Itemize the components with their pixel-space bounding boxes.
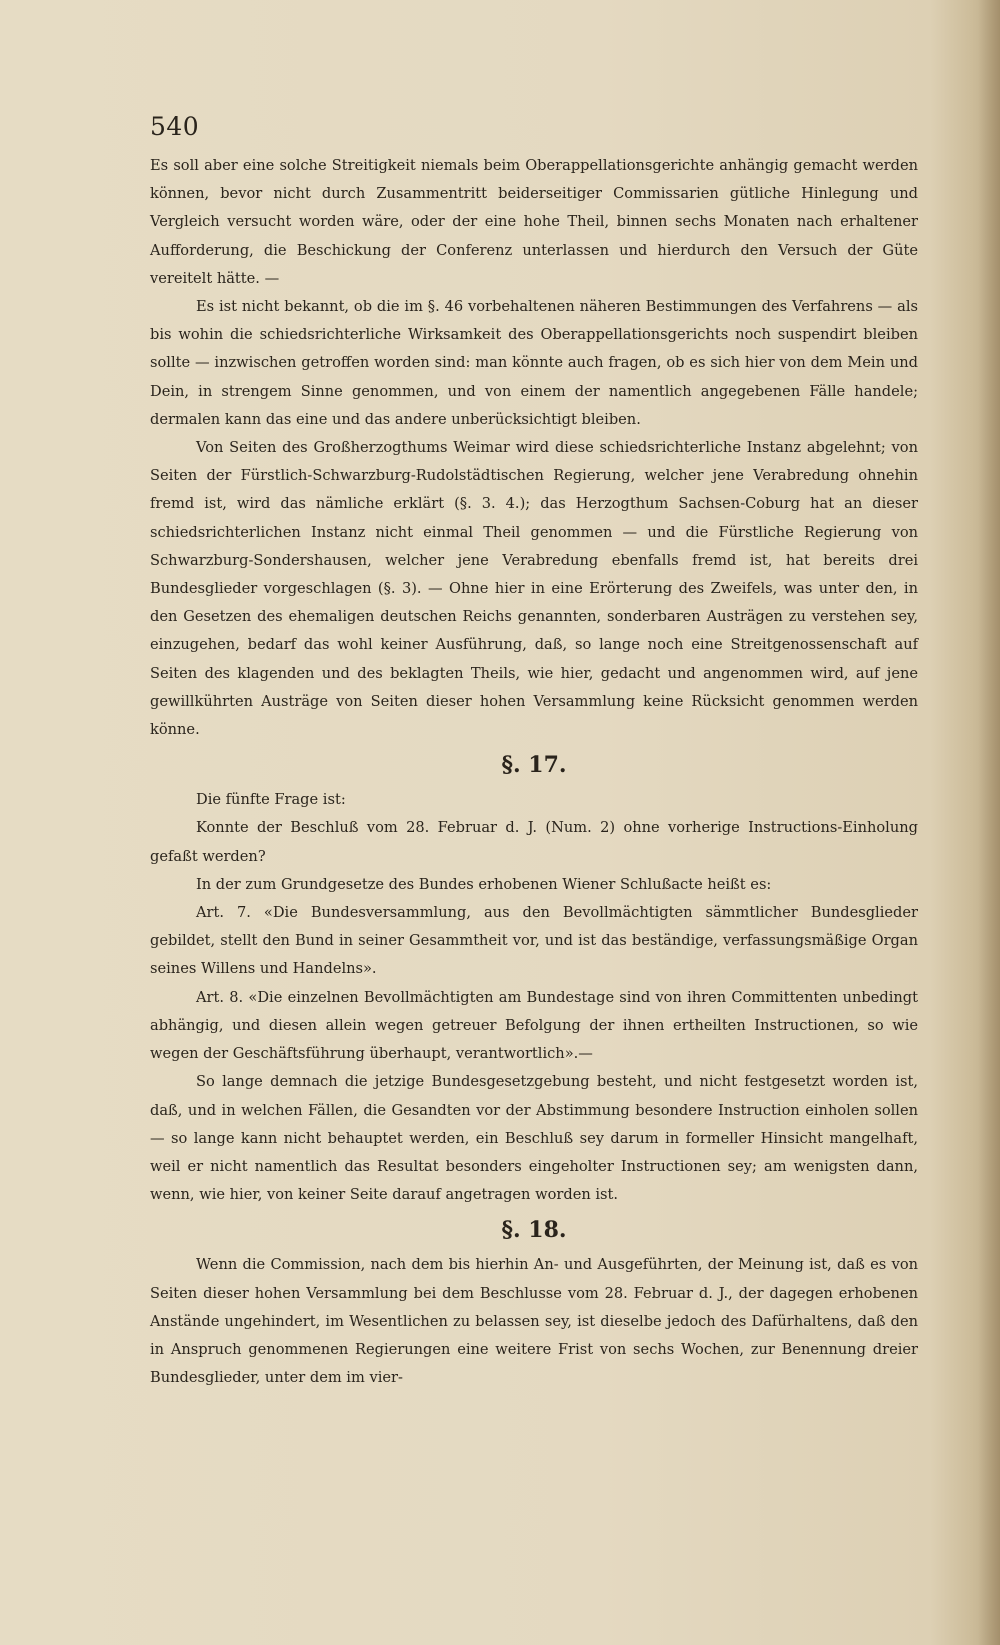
article-8-quote: Art. 8. «Die einzelnen Bevollmächtigten am Bundestage sind von ihren Committenten unbedingt abhängig, und diesen allein wegen getreuer Befolgung der ihnen ertheilten Instructionen, so wie wegen der Geschäftsführung überhaupt, verantwortlich».— — [150, 988, 918, 1063]
page-number: 540 — [150, 112, 200, 141]
paragraph-2: Es ist nicht bekannt, ob die im §. 46 vorbehaltenen näheren Bestimmungen des Verfahrens — als bis wohin die schiedsrichterliche Wirksamkeit des Oberappellationsgerichts noch suspendirt bleiben sollte — inzwischen getroffen worden sind: man könnte auch fragen, ob es sich hier von dem Mein und Dein, in strengem Sinne genommen, und von einem der namentlich angegebenen Fälle handele; dermalen kann das eine und das andere unberücksichtigt bleiben. — [150, 298, 918, 428]
question-intro: Die fünfte Frage ist: — [196, 791, 346, 809]
article-7-quote: Art. 7. «Die Bundesversammlung, aus den Bevollmächtigten sämmtlicher Bundesglieder gebildet, stellt den Bund in seiner Gesammtheit vor, und ist das beständige, verfassungsmäßige Organ seines Willens und Handelns». — [150, 904, 918, 978]
schlussacte-intro: In der zum Grundgesetze des Bundes erhobenen Wiener Schlußacte heißt es: — [196, 875, 772, 893]
section-18-heading: §. 18. — [501, 1217, 567, 1244]
section-17-heading: §. 17. — [501, 752, 567, 779]
page-body — [150, 152, 918, 1392]
section-17-conclusion: So lange demnach die jetzige Bundesgesetzgebung besteht, und nicht festgesetzt worden ist, daß, und in welchen Fällen, die Gesandten vor der Abstimmung besondere Instruction einholen sollen — so lange kann nicht behauptet werden, ein Beschluß sey darum in formeller Hinsicht mangelhaft, weil er nicht namentlich das Resultat besonders eingeholter Instructionen sey; am wenigsten dann, wenn, wie hier, von keiner Seite darauf angetragen worden ist. — [150, 1073, 918, 1204]
question-text: Konnte der Beschluß vom 28. Februar d. J. (Num. 2) ohne vorherige Instructions-Einholung gefaßt werden? — [150, 819, 918, 865]
section-18-paragraph: Wenn die Commission, nach dem bis hierhin An- und Ausgeführten, der Meinung ist, daß es von Seiten dieser hohen Versammlung bei dem Beschlusse vom 28. Februar d. J., der dagegen erhobenen Anstände ungehindert, im Wesentlichen zu belassen sey, ist dieselbe jedoch des Dafürhaltens, daß den in Anspruch genommenen Regierungen eine weitere Frist von sechs Wochen, zur Benennung dreier Bundesglieder, unter dem im vier- — [150, 1256, 918, 1387]
paragraph-3: Von Seiten des Großherzogthums Weimar wird diese schiedsrichterliche Instanz abgelehnt; von Seiten der Fürstlich-Schwarzburg-Rudolstädtischen Regierung, welcher jene Verabredung ohnehin fremd ist, wird das nämliche erklärt (§. 3. 4.); das Herzogthum Sachsen-Coburg hat an dieser schiedsrichterlichen Instanz nicht einmal Theil genommen — und die Fürstliche Regierung von Schwarzburg-Sondershausen, welcher jene Verabredung ebenfalls fremd ist, hat bereits drei Bundesglieder vorgeschlagen (§. 3). — Ohne hier in eine Erörterung des Zweifels, was unter den, in den Gesetzen des ehemaligen deutschen Reichs genannten, sonderbaren Austrägen zu verstehen sey, einzugehen, bedarf das wohl keiner Ausführung, daß, so lange noch eine Streitgenossenschaft auf Seiten des klagenden und des beklagten Theils, wie hier, gedacht und angenommen wird, auf jene gewillkührten Austräge von Seiten dieser hohen Versammlung keine Rücksicht genommen werden könne. — [150, 439, 918, 739]
page-edge-shadow — [978, 0, 1000, 1645]
paragraph-1: Es soll aber eine solche Streitigkeit niemals beim Oberappellationsgerichte anhängig gemacht werden können, bevor nicht durch Zusammentritt beiderseitiger Commissarien gütliche Hinlegung und Vergleich versucht worden wäre, oder der eine hohe Theil, binnen sechs Monaten nach erhaltener Aufforderung, die Beschickung der Conferenz unterlassen und hierdurch den Versuch der Güte vereitelt hätte. — — [150, 157, 918, 287]
